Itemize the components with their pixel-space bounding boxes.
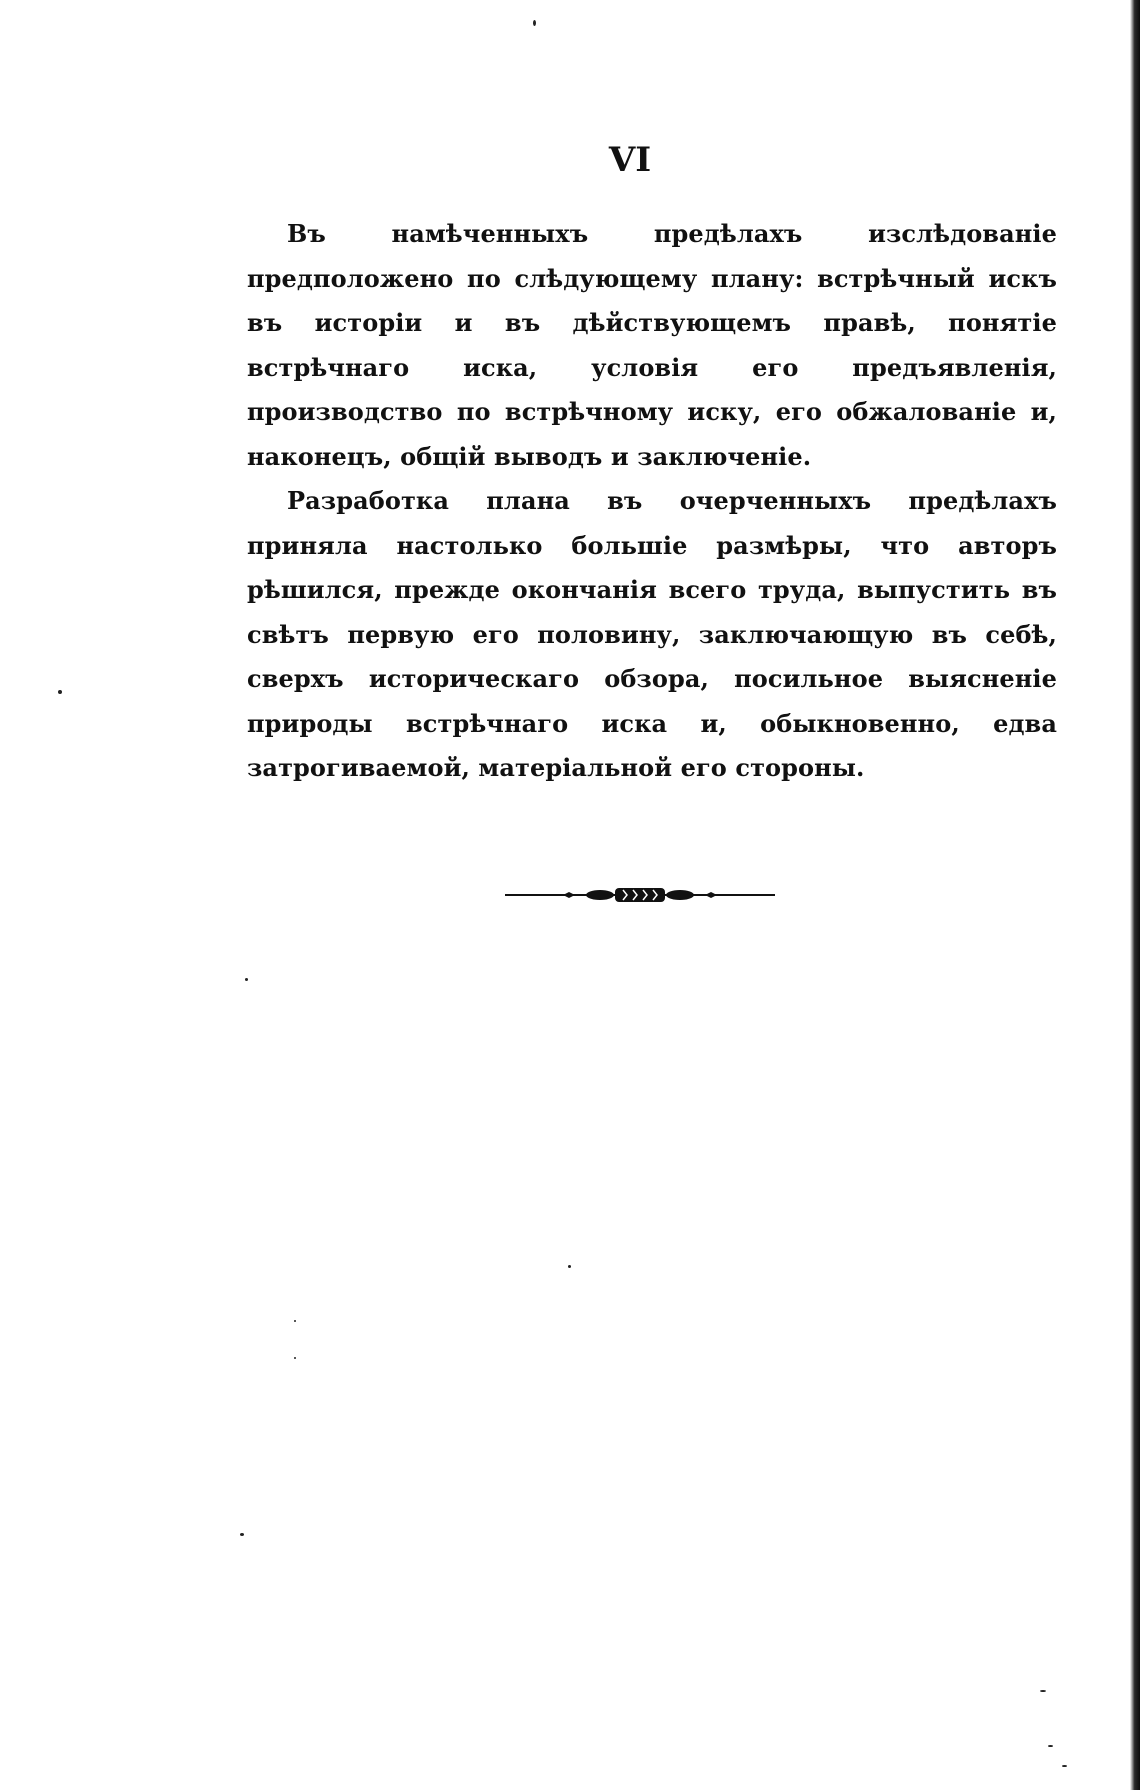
speck <box>533 20 536 26</box>
speck <box>294 1357 296 1359</box>
page-number: VI <box>608 140 652 180</box>
paragraph-2: Разработка плана въ очерченныхъ предѣлахъ приняла настолько большіе размѣры, что авторъ рѣшился, прежде окончанія всего труда, выпустить въ свѣтъ первую его половину, заключающую въ себѣ, сверхъ историческаго обзора, посильное выясненіе природы встрѣчнаго иска и, обыкновенно, едва затрогиваемой, матеріальной его стороны. <box>247 486 1057 782</box>
speck <box>294 1320 296 1322</box>
speck <box>1062 1765 1067 1767</box>
speck <box>1040 1690 1046 1692</box>
speck <box>1048 1745 1053 1747</box>
body-text <box>247 212 1057 791</box>
speck <box>240 1533 244 1536</box>
paragraph-1: Въ намѣченныхъ предѣлахъ изслѣдованіе предположено по слѣдующему плану: встрѣчный искъ въ исторіи и въ дѣйствующемъ правѣ, понятіе встрѣчнаго иска, условія его предъявленія, производство по встрѣчному иску, его обжалованіе и, наконецъ, общій выводъ и заключеніе. <box>247 219 1057 471</box>
speck <box>58 690 62 694</box>
speck <box>245 978 248 981</box>
binding-edge <box>1130 0 1140 1790</box>
speck <box>568 1265 571 1268</box>
ornament-divider-icon <box>505 880 775 910</box>
